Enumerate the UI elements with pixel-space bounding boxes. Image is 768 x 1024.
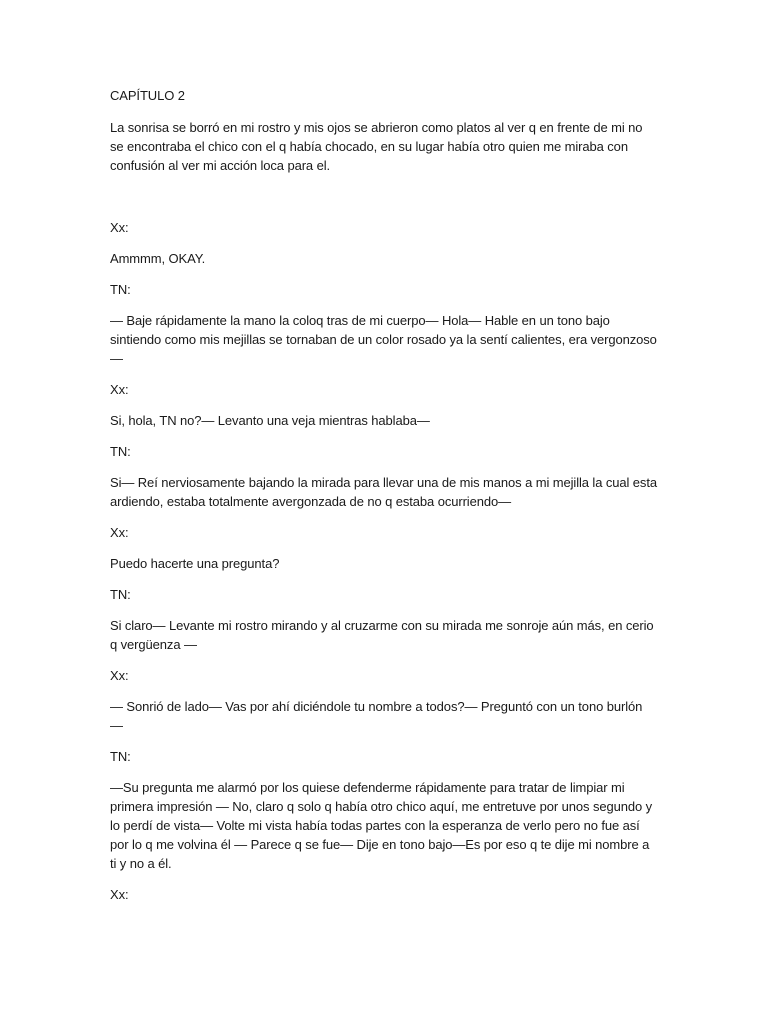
speaker-label: TN: [110,587,131,602]
speaker-label: TN: [110,444,131,459]
dialogue-paragraph: —Su pregunta me alarmó por los quiese defenderme rápidamente para tratar de limpiar mi primera impresión — No, claro q solo q había otro chico aquí, me entretuve por unos segundo y lo perdí de vista— Volte mi vista había todas partes con la esperanza de verlo pero no fue así por lo q me volvina él — Parece q se fue— Dije en tono bajo—Es por eso q te dije mi nombre a ti y no a él. [110,780,653,871]
chapter-title: CAPÍTULO 2 [110,88,185,103]
paragraph-narration: La sonrisa se borró en mi rostro y mis ojos se abrieron como platos al ver q en frente de mi no se encontraba el chico con el q había chocado, en su lugar había otro quien me miraba con confusión al ver mi acción loca para el. [110,120,643,173]
speaker-label: Xx: [110,668,129,683]
document-body [110,86,658,916]
speaker-label: TN: [110,282,131,297]
dialogue-paragraph: Si claro— Levante mi rostro mirando y al cruzarme con su mirada me sonroje aún más, en cerio q vergüenza — [110,618,654,652]
dialogue-paragraph: Ammmm, OKAY. [110,251,206,266]
speaker-label: Xx: [110,525,129,540]
dialogue-paragraph: Si— Reí nerviosamente bajando la mirada para llevar una de mis manos a mi mejilla la cual esta ardiendo, estaba totalmente avergonzada de no q estaba ocurriendo— [110,475,657,509]
dialogue-paragraph: — Sonrió de lado— Vas por ahí diciéndole tu nombre a todos?— Preguntó con un tono burlón — [110,699,643,733]
speaker-label: Xx: [110,887,129,902]
speaker-label: Xx: [110,382,129,397]
speaker-label: TN: [110,749,131,764]
dialogue-paragraph: — Baje rápidamente la mano la coloq tras de mi cuerpo— Hola— Hable en un tono bajo sintiendo como mis mejillas se tornaban de un color rosado ya la sentí calientes, era vergonzoso — [110,313,657,366]
dialogue-paragraph: Puedo hacerte una pregunta? [110,556,280,571]
speaker-label: Xx: [110,220,129,235]
dialogue-paragraph: Si, hola, TN no?— Levanto una veja mientras hablaba— [110,413,430,428]
